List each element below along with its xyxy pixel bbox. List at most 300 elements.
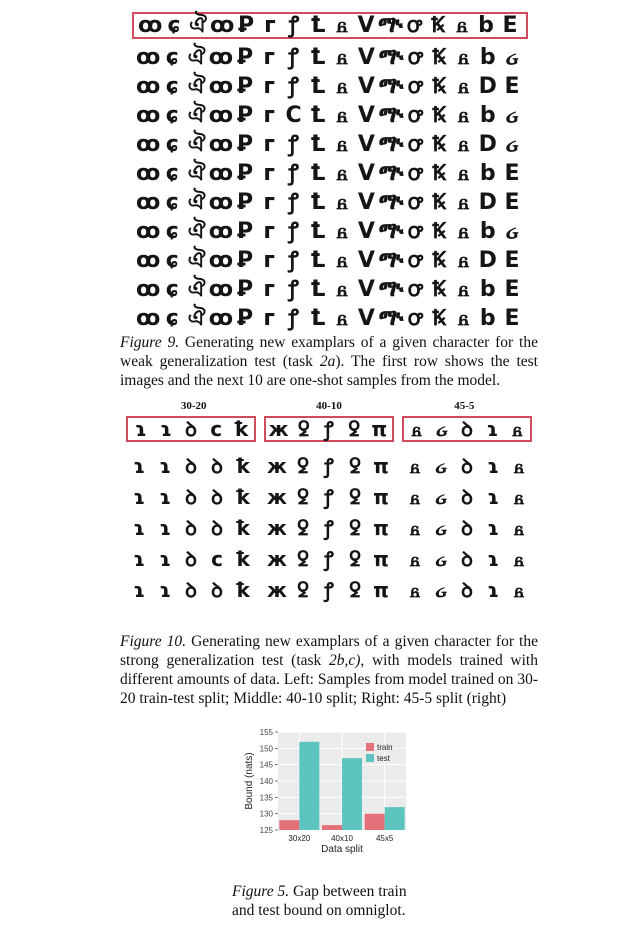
character-glyph: V	[357, 276, 375, 302]
character-glyph: ᎁ	[378, 276, 404, 302]
character-glyph: ɕ	[165, 160, 179, 186]
figure-5-caption-text: Gap between train and test bound on omniglot.	[232, 883, 407, 919]
character-glyph: ꝭ	[288, 12, 300, 38]
character-glyph: Ꝉ	[310, 276, 326, 302]
character-glyph: ɕ	[165, 44, 179, 70]
character-glyph: V	[357, 189, 375, 215]
character-glyph: Ꝅ	[432, 189, 446, 215]
character-glyph: ꝺ	[461, 546, 473, 571]
character-glyph: C	[285, 102, 302, 128]
x-tick-label: 40x10	[331, 834, 353, 843]
character-glyph: ɿ	[133, 577, 145, 602]
character-glyph: Ꝉ	[310, 247, 326, 273]
figure-10-task: 2b,c)	[328, 652, 361, 669]
character-glyph: ꝿ	[297, 417, 310, 441]
character-glyph: ᏺ	[411, 417, 422, 441]
x-axis-label: Data split	[321, 844, 363, 855]
character-glyph: ᎁ	[378, 12, 404, 38]
character-glyph: ᴦ	[263, 160, 276, 186]
sample-row	[126, 481, 532, 512]
character-glyph: ꝏ	[208, 102, 234, 128]
character-glyph: b	[479, 102, 496, 128]
character-glyph: E	[504, 276, 520, 302]
bar-test	[342, 758, 362, 830]
sample-row	[132, 188, 528, 217]
sample-group	[264, 453, 394, 478]
sample-row	[126, 450, 532, 481]
character-glyph: ᏺ	[457, 218, 469, 244]
character-glyph: ɿ	[159, 546, 171, 571]
character-glyph: ꝭ	[288, 160, 299, 186]
character-glyph: ꝍ	[407, 305, 423, 331]
character-glyph: ᎁ	[378, 44, 404, 70]
character-glyph: ꝏ	[208, 44, 234, 70]
character-glyph: Ꝅ	[431, 12, 445, 38]
character-glyph: ɿ	[159, 417, 172, 441]
character-glyph: ᏺ	[512, 417, 523, 441]
character-glyph: D	[478, 247, 497, 273]
character-glyph: ᏽ	[505, 44, 519, 70]
y-tick-label: 130	[259, 809, 273, 819]
character-glyph: b	[479, 218, 496, 244]
character-glyph: ঐ	[187, 276, 206, 302]
character-glyph: ɿ	[133, 546, 145, 571]
character-glyph: ᏽ	[505, 131, 519, 157]
character-glyph: ɿ	[487, 546, 499, 571]
sample-row	[132, 246, 528, 275]
sample-group	[402, 546, 532, 571]
test-box	[126, 416, 256, 442]
character-glyph: ꝁ	[236, 546, 250, 571]
character-glyph: V	[357, 102, 375, 128]
character-glyph: ꝭ	[288, 44, 299, 70]
character-glyph: V	[357, 44, 375, 70]
figure-10-sample-rows	[126, 450, 532, 605]
figure-5-caption	[232, 882, 432, 920]
character-glyph: ᴦ	[264, 12, 276, 38]
character-glyph: ɿ	[133, 515, 145, 540]
character-glyph: ꝁ	[236, 577, 250, 602]
character-glyph: ꝏ	[136, 44, 161, 70]
character-glyph: ꝭ	[324, 577, 334, 602]
sample-group	[126, 453, 256, 478]
sample-row	[126, 512, 532, 543]
character-glyph: ᏺ	[336, 305, 348, 331]
character-glyph: ꝏ	[136, 305, 161, 331]
character-glyph: ɕ	[165, 131, 179, 157]
character-glyph: ঐ	[187, 73, 206, 99]
sample-group	[126, 546, 256, 571]
character-glyph: Ꝑ	[237, 189, 254, 215]
character-glyph: ঐ	[187, 218, 206, 244]
character-glyph: ɿ	[159, 577, 171, 602]
character-glyph: ꝺ	[460, 417, 473, 441]
character-glyph: ᎁ	[378, 73, 404, 99]
character-glyph: ꝿ	[349, 577, 361, 602]
character-glyph: E	[504, 73, 520, 99]
character-glyph: V	[357, 218, 375, 244]
character-glyph: ꝿ	[297, 577, 309, 602]
sample-group	[402, 484, 532, 509]
character-glyph: ᏺ	[336, 44, 348, 70]
character-glyph: ꝭ	[324, 417, 334, 441]
character-glyph: ꝏ	[208, 73, 234, 99]
sample-row	[132, 159, 528, 188]
character-glyph: ঐ	[187, 131, 206, 157]
character-glyph: ꝿ	[297, 484, 309, 509]
legend-label: train	[377, 743, 393, 752]
character-glyph: ɿ	[133, 453, 145, 478]
character-glyph: ꝍ	[407, 102, 423, 128]
character-glyph: ᏽ	[435, 546, 447, 571]
figure-5-label: Figure 5.	[232, 883, 290, 900]
character-glyph: ᎁ	[378, 218, 404, 244]
figure-5-bar-chart	[240, 726, 420, 860]
character-glyph: ꝿ	[349, 546, 361, 571]
sample-row	[132, 72, 528, 101]
sample-row	[132, 217, 528, 246]
character-glyph: Ꝉ	[310, 102, 326, 128]
character-glyph: ꝭ	[288, 305, 299, 331]
character-glyph: ꝭ	[324, 546, 334, 571]
figure-9-caption	[120, 333, 538, 390]
character-glyph: ɕ	[165, 218, 179, 244]
character-glyph: Ꝑ	[237, 73, 254, 99]
character-glyph: ꝍ	[407, 73, 423, 99]
character-glyph: ꝏ	[208, 189, 234, 215]
character-glyph: ꝏ	[138, 12, 163, 38]
character-glyph: ᴦ	[263, 276, 276, 302]
character-glyph: ꝭ	[288, 131, 299, 157]
character-glyph: ᎁ	[378, 131, 404, 157]
character-glyph: ж	[267, 577, 287, 602]
character-glyph: ঐ	[187, 189, 206, 215]
character-glyph: ᏺ	[336, 12, 348, 38]
character-glyph: ꝏ	[136, 102, 161, 128]
character-glyph: ꝁ	[236, 484, 250, 509]
sample-row	[132, 130, 528, 159]
y-tick-label: 140	[259, 777, 273, 786]
character-glyph: b	[478, 12, 494, 38]
split-header: 30-20	[180, 400, 207, 412]
character-glyph: ᏺ	[410, 577, 420, 602]
character-glyph: ᏺ	[457, 160, 469, 186]
character-glyph: ᏺ	[457, 305, 469, 331]
character-glyph: π	[373, 577, 389, 602]
character-glyph: Ꝅ	[432, 276, 446, 302]
character-glyph: Ꝅ	[432, 44, 446, 70]
x-tick-label: 30x20	[288, 834, 311, 843]
character-glyph: ᏽ	[505, 218, 519, 244]
sample-group	[402, 577, 532, 602]
character-glyph: ꝺ	[461, 484, 473, 509]
sample-group	[402, 453, 532, 478]
character-glyph: ꝍ	[407, 276, 423, 302]
character-glyph: ꝍ	[406, 12, 422, 38]
character-glyph: ꝏ	[208, 305, 234, 331]
character-glyph: ꝏ	[208, 247, 234, 273]
character-glyph: ꝏ	[208, 160, 234, 186]
character-glyph: ᏺ	[410, 484, 420, 509]
character-glyph: ᏺ	[457, 276, 469, 302]
sample-group	[126, 577, 256, 602]
character-glyph: ᏺ	[457, 247, 469, 273]
sample-group	[126, 484, 256, 509]
character-glyph: ᏺ	[336, 102, 348, 128]
y-axis-label: Bound (nats)	[244, 752, 255, 810]
character-glyph: ꝏ	[136, 131, 161, 157]
figure-10-caption-text-b: , with models trained with different amounts of data. Left: Samples from model trained on 30-20 train-test split; Middle: 40-10 split; Right: 45-5 split (right)	[120, 652, 538, 707]
character-glyph: ঐ	[187, 160, 206, 186]
figure-9-caption-text-b: ). The first row shows the test images and the next 10 are one-shot samples from the model.	[120, 353, 538, 389]
character-glyph: ᴦ	[263, 189, 276, 215]
character-glyph: Ꝅ	[432, 102, 446, 128]
character-glyph: ᏺ	[457, 189, 469, 215]
character-glyph: ᏺ	[514, 484, 524, 509]
character-glyph: Ꝅ	[432, 131, 446, 157]
character-glyph: ঐ	[187, 305, 206, 331]
y-tick-label: 125	[259, 826, 273, 835]
character-glyph: ᴦ	[263, 247, 276, 273]
character-glyph: ᏽ	[436, 417, 448, 441]
character-glyph: E	[502, 12, 518, 38]
character-glyph: b	[479, 276, 496, 302]
character-glyph: E	[504, 160, 520, 186]
sample-group	[126, 515, 256, 540]
character-glyph: ᴦ	[263, 102, 276, 128]
figure-10-label: Figure 10.	[120, 633, 187, 650]
sample-row	[126, 574, 532, 605]
character-glyph: ꝿ	[297, 453, 309, 478]
character-glyph: Ꝉ	[310, 189, 326, 215]
character-glyph: ꝏ	[136, 160, 161, 186]
character-glyph: π	[371, 417, 388, 441]
character-glyph: E	[504, 247, 520, 273]
bar-train	[279, 820, 299, 830]
character-glyph: b	[479, 160, 496, 186]
character-glyph: Ꝑ	[237, 305, 254, 331]
character-glyph: ᏺ	[410, 546, 420, 571]
character-glyph: E	[504, 305, 520, 331]
character-glyph: ᏺ	[410, 453, 420, 478]
character-glyph: Ꝉ	[310, 218, 326, 244]
character-glyph: ঐ	[187, 247, 206, 273]
character-glyph: ᏽ	[435, 453, 447, 478]
character-glyph: V	[357, 12, 375, 38]
character-glyph: ᴦ	[263, 73, 276, 99]
character-glyph: ꝍ	[407, 160, 423, 186]
character-glyph: ɿ	[486, 417, 499, 441]
character-glyph: ꝺ	[211, 484, 223, 509]
character-glyph: ᎁ	[378, 160, 404, 186]
character-glyph: ঐ	[189, 12, 207, 38]
character-glyph: ᴄ	[210, 417, 223, 441]
character-glyph: π	[373, 515, 389, 540]
sample-row	[132, 43, 528, 72]
x-tick-label: 45x5	[375, 834, 394, 843]
character-glyph: ᏽ	[435, 484, 447, 509]
sample-group	[264, 546, 394, 571]
figure-9-caption-text-a: Generating new examplars of a given character for the weak generalization test (task	[120, 334, 538, 370]
character-glyph: V	[357, 305, 375, 331]
character-glyph: ꝏ	[136, 189, 161, 215]
character-glyph: ɕ	[165, 73, 179, 99]
character-glyph: ꝺ	[185, 453, 197, 478]
character-glyph: ꝭ	[324, 515, 334, 540]
sample-group	[264, 515, 394, 540]
character-glyph: ꝍ	[407, 218, 423, 244]
character-glyph: ɿ	[487, 453, 499, 478]
character-glyph: ɕ	[165, 305, 179, 331]
character-glyph: ꝍ	[407, 44, 423, 70]
bar-train	[322, 825, 342, 830]
character-glyph: Ꝉ	[310, 160, 326, 186]
character-glyph: ꝭ	[324, 453, 334, 478]
character-glyph: D	[478, 73, 497, 99]
character-glyph: Ꝉ	[310, 44, 326, 70]
character-glyph: ꝍ	[407, 131, 423, 157]
character-glyph: ꝍ	[407, 247, 423, 273]
character-glyph: ɿ	[487, 577, 499, 602]
character-glyph: ɿ	[159, 515, 171, 540]
sample-row	[132, 101, 528, 130]
figure-9-sample-grid	[132, 12, 528, 333]
character-glyph: ɿ	[134, 417, 147, 441]
character-glyph: ж	[268, 417, 289, 441]
bar-test	[299, 742, 319, 830]
character-glyph: ঐ	[187, 44, 206, 70]
character-glyph: Ꝉ	[310, 305, 326, 331]
character-glyph: ꝏ	[136, 218, 161, 244]
character-glyph: ᏽ	[435, 515, 447, 540]
character-glyph: ᏺ	[457, 131, 469, 157]
character-glyph: ᏺ	[514, 546, 524, 571]
character-glyph: ɕ	[165, 247, 179, 273]
y-tick-label: 155	[259, 728, 273, 737]
character-glyph: ᏺ	[336, 189, 348, 215]
character-glyph: ꝏ	[208, 131, 234, 157]
character-glyph: ᴦ	[263, 131, 276, 157]
character-glyph: Ꝅ	[432, 73, 446, 99]
character-glyph: ж	[267, 453, 287, 478]
character-glyph: ꝭ	[288, 276, 299, 302]
sample-group	[402, 515, 532, 540]
character-glyph: ꝏ	[136, 73, 161, 99]
character-glyph: ꝺ	[185, 515, 197, 540]
character-glyph: ɕ	[165, 189, 179, 215]
character-glyph: ᏺ	[336, 73, 348, 99]
character-glyph: ᴄ	[211, 546, 223, 571]
character-glyph: ꝭ	[288, 218, 299, 244]
character-glyph: ɿ	[159, 453, 171, 478]
character-glyph: b	[479, 44, 496, 70]
character-glyph: ɕ	[167, 12, 181, 38]
test-box	[402, 416, 532, 442]
character-glyph: ꝺ	[185, 577, 197, 602]
character-glyph: Ꝅ	[432, 247, 446, 273]
character-glyph: ᏺ	[336, 131, 348, 157]
character-glyph: ᏽ	[505, 102, 519, 128]
character-glyph: Ꝑ	[237, 218, 254, 244]
character-glyph: ꝏ	[210, 12, 235, 38]
character-glyph: ꝏ	[208, 276, 234, 302]
character-glyph: ɿ	[159, 484, 171, 509]
character-glyph: π	[373, 546, 389, 571]
character-glyph: ᏺ	[336, 247, 348, 273]
character-glyph: ꝿ	[348, 417, 361, 441]
test-row	[132, 12, 528, 39]
character-glyph: ꝁ	[234, 417, 249, 441]
character-glyph: ᴦ	[263, 305, 276, 331]
character-glyph: ж	[267, 484, 287, 509]
character-glyph: ꝺ	[185, 484, 197, 509]
test-box	[264, 416, 394, 442]
character-glyph: Ꝑ	[237, 276, 254, 302]
split-header: 40-10	[316, 400, 342, 412]
character-glyph: Ꝉ	[310, 12, 326, 38]
character-glyph: Ꝑ	[237, 247, 254, 273]
character-glyph: ꝭ	[324, 484, 334, 509]
y-tick-label: 150	[259, 744, 273, 754]
character-glyph: ɿ	[133, 484, 145, 509]
character-glyph: ᏺ	[410, 515, 420, 540]
legend-label: test	[377, 754, 390, 763]
sample-row	[126, 543, 532, 574]
character-glyph: E	[504, 189, 520, 215]
character-glyph: ꝍ	[407, 189, 423, 215]
character-glyph: ꝺ	[461, 577, 473, 602]
figure-9-label: Figure 9.	[120, 334, 180, 351]
character-glyph: ꝭ	[288, 247, 299, 273]
character-glyph: ᎁ	[378, 305, 404, 331]
figure-10-caption-text-a: Generating new examplars of a given character for the strong generalization test (task	[120, 633, 538, 669]
character-glyph: ꝺ	[461, 515, 473, 540]
character-glyph: Ꝑ	[237, 44, 254, 70]
character-glyph: Ꝑ	[237, 160, 254, 186]
character-glyph: ꝿ	[349, 453, 361, 478]
character-glyph: π	[373, 453, 389, 478]
character-glyph: ꝭ	[288, 73, 299, 99]
character-glyph: ꝺ	[211, 453, 223, 478]
character-glyph: ж	[267, 546, 287, 571]
character-glyph: ᏺ	[514, 515, 524, 540]
split-header: 45-5	[454, 400, 475, 412]
character-glyph: ꝺ	[211, 515, 223, 540]
sample-row	[132, 304, 528, 333]
character-glyph: ꝿ	[297, 515, 309, 540]
character-glyph: ᴦ	[263, 218, 276, 244]
figure-10-test-row	[126, 416, 532, 442]
character-glyph: Ꝅ	[432, 305, 446, 331]
character-glyph: ᏺ	[336, 218, 348, 244]
character-glyph: ᎁ	[378, 102, 404, 128]
character-glyph: V	[357, 247, 375, 273]
character-glyph: ঐ	[187, 102, 206, 128]
character-glyph: ꝏ	[136, 247, 161, 273]
character-glyph: ꝭ	[288, 189, 299, 215]
character-glyph: π	[373, 484, 389, 509]
character-glyph: Ꝑ	[237, 131, 254, 157]
character-glyph: ᎁ	[378, 189, 404, 215]
character-glyph: ᏺ	[457, 102, 469, 128]
character-glyph: ᏺ	[457, 44, 469, 70]
character-glyph: ꝺ	[461, 453, 473, 478]
character-glyph: D	[478, 131, 497, 157]
character-glyph: ꝁ	[236, 453, 250, 478]
figure-10-sample-grid	[126, 400, 532, 605]
character-glyph: ж	[267, 515, 287, 540]
figure-10-caption	[120, 632, 538, 708]
